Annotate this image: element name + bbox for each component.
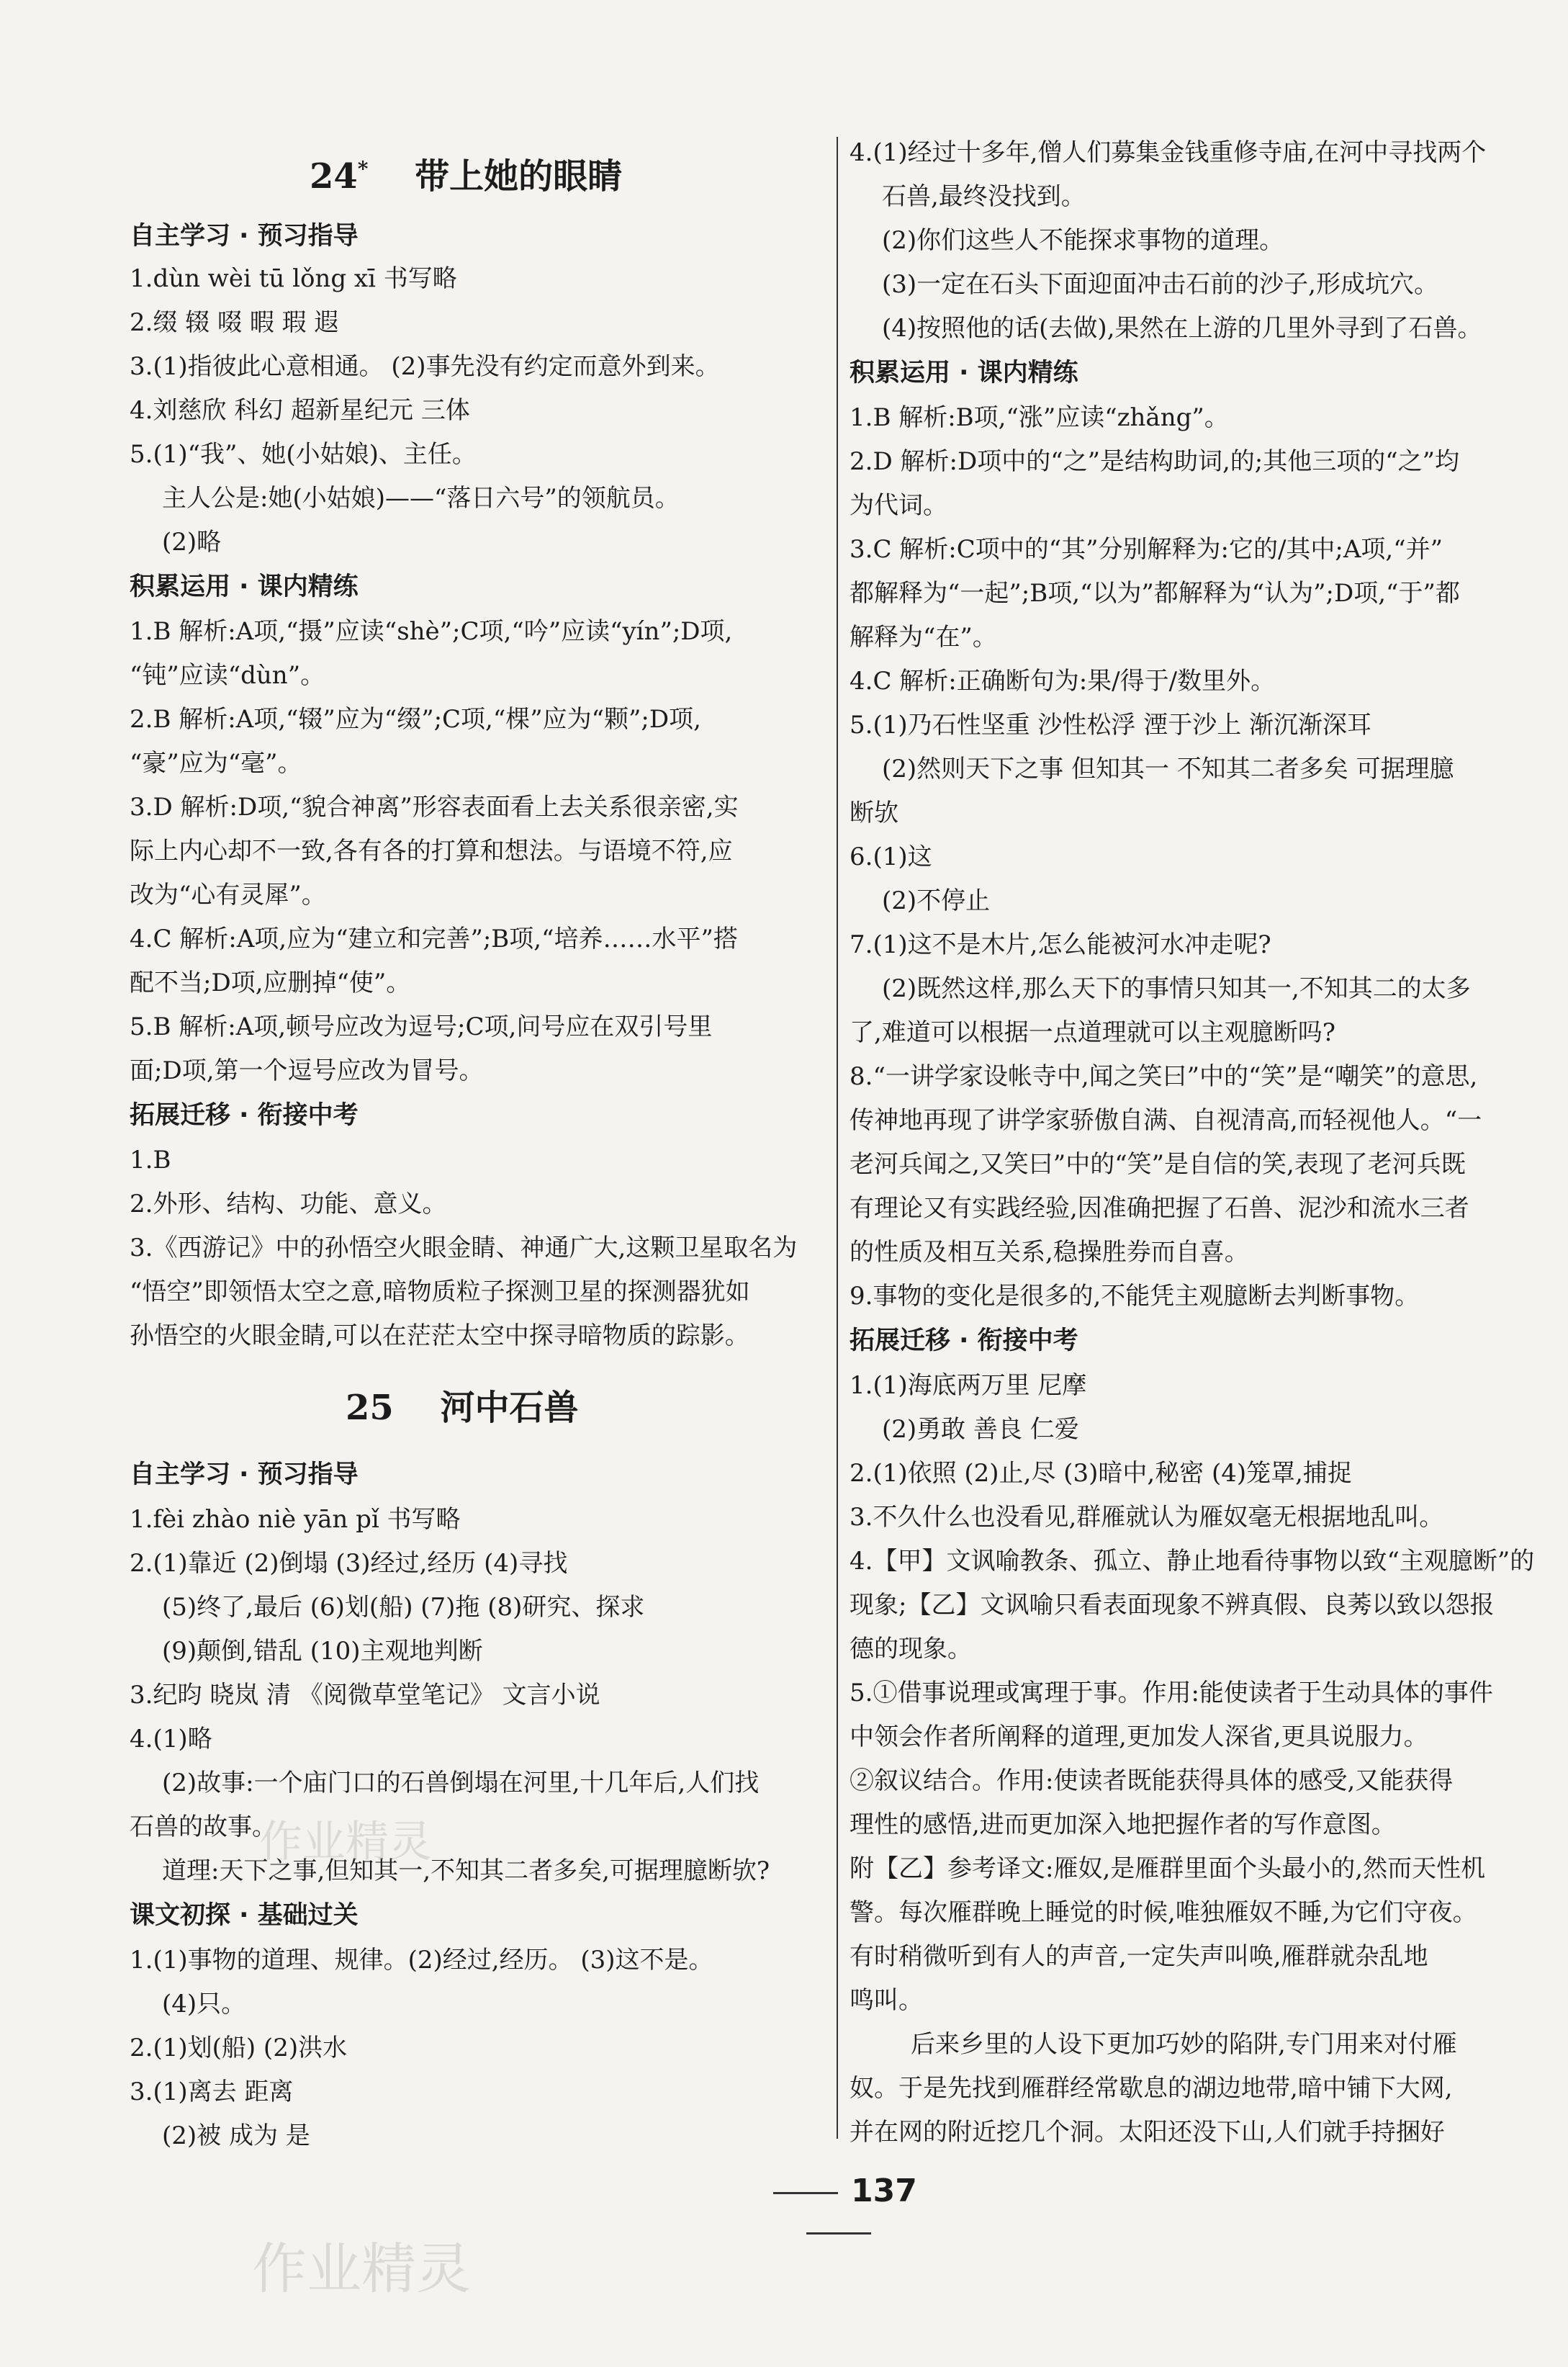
answer-line: 1.(1)海底两万里 尼摩 xyxy=(850,1371,1087,1400)
translation-line: 后来乡里的人设下更加巧妙的陷阱,专门用来对付雁 xyxy=(911,2030,1457,2059)
answer-line: 都解释为“一起”;B项,“以为”都解释为“认为”;D项,“于”都 xyxy=(850,579,1460,608)
section-heading: 自主学习 · 预习指导 xyxy=(130,222,359,251)
answer-line: 5.B 解析:A项,顿号应改为逗号;C项,问号应在双引号里 xyxy=(130,1012,713,1041)
answer-line: 主人公是:她(小姑娘)——“落日六号”的领航员。 xyxy=(162,484,680,513)
answer-line: 2.B 解析:A项,“辍”应为“缀”;C项,“棵”应为“颗”;D项, xyxy=(130,705,701,734)
answer-line: 有理论又有实践经验,因准确把握了石兽、泥沙和流水三者 xyxy=(850,1194,1469,1223)
answer-line: (2)你们这些人不能探求事物的道理。 xyxy=(882,226,1284,255)
answer-line: 理性的感悟,进而更加深入地把握作者的写作意图。 xyxy=(850,1810,1396,1839)
answer-line: (2)既然这样,那么天下的事情只知其一,不知其二的太多 xyxy=(882,974,1471,1003)
watermark: 作业精灵 xyxy=(259,1817,432,1867)
answer-line: 4.【甲】文讽喻教条、孤立、静止地看待事物以致“主观臆断”的 xyxy=(850,1547,1535,1576)
section-heading: 积累运用 · 课内精练 xyxy=(850,359,1078,387)
answer-line: 1.B 解析:A项,“摄”应读“shè”;C项,“吟”应读“yín”;D项, xyxy=(130,617,733,646)
translation-line: 并在网的附近挖几个洞。太阳还没下山,人们就手持捆好 xyxy=(850,2118,1445,2147)
lesson-number: 24 xyxy=(310,156,358,197)
answer-line: 2.(1)依照 (2)止,尽 (3)暗中,秘密 (4)笼罩,捕捉 xyxy=(850,1459,1352,1488)
answer-line: 3.D 解析:D项,“貌合神离”形容表面看上去关系很亲密,实 xyxy=(130,793,739,822)
answer-line: 1.B 解析:B项,“涨”应读“zhǎng”。 xyxy=(850,403,1229,432)
answer-line: 4.C 解析:正确断句为:果/得于/数里外。 xyxy=(850,667,1276,696)
answer-line: 5.(1)乃石性坚重 沙性松浮 湮于沙上 渐沉渐深耳 xyxy=(850,711,1372,740)
answer-line: 3.(1)指彼此心意相通。 (2)事先没有约定而意外到来。 xyxy=(130,352,720,381)
answer-line: (2)勇敢 善良 仁爱 xyxy=(882,1415,1079,1444)
lesson-title-text: 带上她的眼睛 xyxy=(415,156,623,197)
answer-line: 的性质及相互关系,稳操胜券而自喜。 xyxy=(850,1238,1249,1267)
answer-line: (5)终了,最后 (6)划(船) (7)拖 (8)研究、探求 xyxy=(162,1593,645,1622)
lesson-title-25 xyxy=(346,1386,579,1429)
answer-line: 石兽,最终没找到。 xyxy=(882,182,1086,211)
answer-line: 9.事物的变化是很多的,不能凭主观臆断去判断事物。 xyxy=(850,1282,1420,1311)
answer-line: 2.外形、结构、功能、意义。 xyxy=(130,1190,447,1218)
answer-line: (2)略 xyxy=(162,528,222,557)
answer-line: (4)按照他的话(去做),果然在上游的几里外寻到了石兽。 xyxy=(882,314,1482,343)
answer-line: (2)故事:一个庙门口的石兽倒塌在河里,十几年后,人们找 xyxy=(162,1769,760,1797)
watermark: 作业精灵 xyxy=(252,2237,471,2301)
page-number-text: 137 xyxy=(851,2173,917,2209)
answer-line: 配不当;D项,应删掉“使”。 xyxy=(130,969,411,997)
answer-line: 8.“一讲学家设帐寺中,闻之笑曰”中的“笑”是“嘲笑”的意思, xyxy=(850,1062,1478,1091)
answer-line: (2)不停止 xyxy=(882,886,991,915)
answer-line: 际上内心却不一致,各有各的打算和想法。与语境不符,应 xyxy=(130,837,733,866)
answer-line: 中领会作者所阐释的道理,更加发人深省,更具说服力。 xyxy=(850,1723,1428,1751)
translation-line: 奴。于是先找到雁群经常歇息的湖边地带,暗中铺下大网, xyxy=(850,2074,1453,2103)
answer-line: (2)被 成为 是 xyxy=(162,2121,310,2150)
answer-line: 断欤 xyxy=(850,799,898,827)
page-number-rule xyxy=(806,2232,871,2234)
answer-line: 2.(1)靠近 (2)倒塌 (3)经过,经历 (4)寻找 xyxy=(130,1549,568,1578)
answer-line: 为代词。 xyxy=(850,491,947,520)
answer-line: “悟空”即领悟太空之意,暗物质粒子探测卫星的探测器犹如 xyxy=(130,1277,750,1306)
answer-line: 1.fèi zhào niè yān pǐ 书写略 xyxy=(130,1505,461,1534)
translation-line: 警。每次雁群晚上睡觉的时候,唯独雁奴不睡,为它们守夜。 xyxy=(850,1898,1477,1927)
answer-line: 1.B xyxy=(130,1146,171,1174)
answer-line: ②叙议结合。作用:使读者既能获得具体的感受,又能获得 xyxy=(850,1766,1454,1795)
answer-line: 3.纪昀 晓岚 清 《阅微草堂笔记》 文言小说 xyxy=(130,1681,600,1710)
answer-line: 3.(1)离去 距离 xyxy=(130,2078,294,2106)
section-heading: 拓展迁移 · 衔接中考 xyxy=(130,1101,359,1130)
answer-line: 传神地再现了讲学家骄傲自满、自视清高,而轻视他人。“一 xyxy=(850,1106,1482,1135)
page-number-rule xyxy=(773,2192,838,2194)
answer-line: 4.(1)略 xyxy=(130,1725,212,1753)
answer-line: 德的现象。 xyxy=(850,1635,972,1663)
lesson-mark: * xyxy=(357,157,369,181)
section-heading: 积累运用 · 课内精练 xyxy=(130,572,359,601)
answer-line: 1.(1)事物的道理、规律。(2)经过,经历。 (3)这不是。 xyxy=(130,1946,713,1975)
page-number xyxy=(720,2171,958,2252)
answer-line: 3.不久什么也没看见,群雁就认为雁奴毫无根据地乱叫。 xyxy=(850,1503,1444,1532)
section-heading: 拓展迁移 · 衔接中考 xyxy=(850,1326,1078,1355)
answer-line: 4.(1)经过十多年,僧人们募集金钱重修寺庙,在河中寻找两个 xyxy=(850,138,1487,167)
answer-line: 6.(1)这 xyxy=(850,843,932,871)
answer-line: 2.D 解析:D项中的“之”是结构助词,的;其他三项的“之”均 xyxy=(850,447,1460,476)
answer-line: 3.《西游记》中的孙悟空火眼金睛、神通广大,这颗卫星取名为 xyxy=(130,1234,798,1262)
answer-line: 老河兵闻之,又笑曰”中的“笑”是自信的笑,表现了老河兵既 xyxy=(850,1150,1466,1179)
lesson-title-24 xyxy=(310,148,622,198)
column-divider xyxy=(837,137,838,2139)
translation-line: 附【乙】参考译文:雁奴,是雁群里面个头最小的,然而天性机 xyxy=(850,1854,1486,1883)
answer-line: 2.缀 辍 啜 暇 瑕 遐 xyxy=(130,308,339,337)
answer-line: 解释为“在”。 xyxy=(850,623,997,652)
answer-line: 7.(1)这不是木片,怎么能被河水冲走呢? xyxy=(850,930,1271,959)
section-heading: 课文初探 · 基础过关 xyxy=(130,1901,359,1930)
section-heading: 自主学习 · 预习指导 xyxy=(130,1460,359,1489)
answer-line: (3)一定在石头下面迎面冲击石前的沙子,形成坑穴。 xyxy=(882,270,1438,299)
answer-line: 2.(1)划(船) (2)洪水 xyxy=(130,2034,348,2062)
answer-line: 4.C 解析:A项,应为“建立和完善”;B项,“培养……水平”搭 xyxy=(130,925,738,953)
answer-line: 3.C 解析:C项中的“其”分别解释为:它的/其中;A项,“并” xyxy=(850,535,1443,564)
answer-line: 石兽的故事。 xyxy=(130,1813,276,1841)
translation-line: 有时稍微听到有人的声音,一定失声叫唤,雁群就杂乱地 xyxy=(850,1942,1428,1971)
answer-line: (2)然则天下之事 但知其一 不知其二者多矣 可据理臆 xyxy=(882,755,1454,783)
answer-line: 5.(1)“我”、她(小姑娘)、主任。 xyxy=(130,440,477,469)
lesson-number: 25 xyxy=(346,1388,394,1428)
answer-line: 1.dùn wèi tū lǒng xī 书写略 xyxy=(130,264,457,293)
answer-line: 孙悟空的火眼金睛,可以在茫茫太空中探寻暗物质的踪影。 xyxy=(130,1321,749,1350)
answer-line: (4)只。 xyxy=(162,1990,246,2018)
lesson-title-text: 河中石兽 xyxy=(440,1388,579,1428)
answer-line: 道理:天下之事,但知其一,不知其二者多矣,可据理臆断欤? xyxy=(162,1856,770,1885)
answer-line: “豪”应为“毫”。 xyxy=(130,749,302,778)
answer-line: 了,难道可以根据一点道理就可以主观臆断吗? xyxy=(850,1018,1336,1047)
translation-line: 鸣叫。 xyxy=(850,1986,923,2015)
answer-line: 现象;【乙】文讽喻只看表面现象不辨真假、良莠以致以怨报 xyxy=(850,1591,1495,1620)
answer-line: “钝”应读“dùn”。 xyxy=(130,661,325,690)
answer-line: (9)颠倒,错乱 (10)主观地判断 xyxy=(162,1637,483,1666)
answer-line: 面;D项,第一个逗号应改为冒号。 xyxy=(130,1056,484,1085)
answer-line: 5.①借事说理或寓理于事。作用:能使读者于生动具体的事件 xyxy=(850,1679,1493,1707)
answer-line: 4.刘慈欣 科幻 超新星纪元 三体 xyxy=(130,396,470,425)
answer-line: 改为“心有灵犀”。 xyxy=(130,881,326,909)
